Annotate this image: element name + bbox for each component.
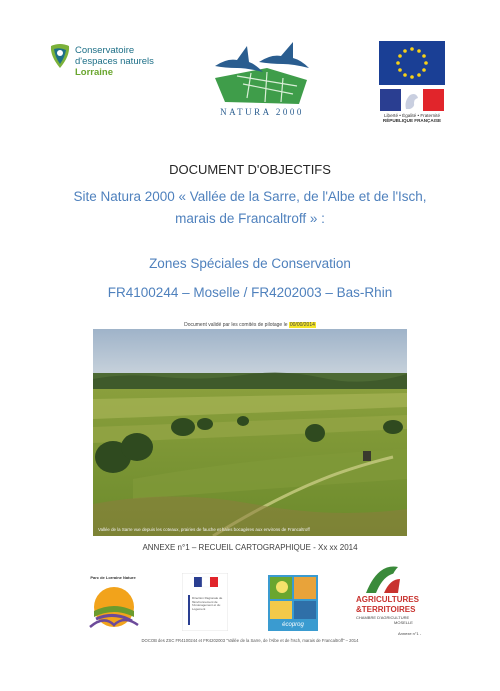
republique-motto bbox=[380, 113, 444, 123]
cen-logo-line2: d'espaces naturels bbox=[75, 56, 154, 67]
prefet-logo-text: Direction Régionale de l'Environnement de l'Aménagement et du Logement bbox=[192, 596, 223, 611]
site-codes: FR4100244 – Moselle / FR4202003 – Bas-Rhin bbox=[107, 285, 393, 300]
eu-flag-icon bbox=[379, 41, 445, 85]
annexe-label: ANNEXE n°1 – RECUEIL CARTOGRAPHIQUE - Xx xx 2014 bbox=[142, 543, 358, 552]
marianne-flag-icon bbox=[380, 89, 444, 111]
validation-date-highlight: 00/00/2014 bbox=[289, 322, 315, 328]
cen-leaf-icon bbox=[48, 42, 72, 70]
eu-flag-logo bbox=[379, 41, 445, 85]
site-title-line1: Site Natura 2000 « Vallée de la Sarre, de l'Albe et de l'Isch, bbox=[73, 189, 427, 204]
landscape-photo bbox=[93, 329, 407, 536]
pnr-logo-caption: Parc de Lorraine Nature bbox=[90, 575, 136, 580]
photo-caption: Vallée de la Sarre vue depuis les coteaux, prairies de fauche et haies bocagères aux environs de Francaltroff bbox=[98, 527, 310, 532]
validation-text: Document validé par les comités de pilotage le bbox=[184, 322, 289, 328]
pnr-lorraine-logo bbox=[84, 575, 142, 633]
annexe-footnote: Annexe n°1 - bbox=[398, 631, 422, 636]
cen-logo-line3: Lorraine bbox=[75, 67, 114, 78]
cen-lorraine-logo bbox=[48, 42, 178, 84]
cen-logo-line1: Conservatoire bbox=[75, 45, 135, 56]
zsc-heading: Zones Spéciales de Conservation bbox=[149, 256, 351, 271]
republique-motto-line1: Liberté • Égalité • Fraternité bbox=[383, 113, 441, 118]
agri-logo-line1: AGRICULTURES bbox=[356, 595, 419, 604]
natura-2000-birds-icon bbox=[207, 38, 317, 108]
prefet-logo bbox=[182, 573, 228, 631]
agri-logo-line2: &TERRITOIRES bbox=[356, 605, 416, 614]
pnr-sun-icon bbox=[84, 575, 142, 633]
republique-francaise-logo bbox=[380, 89, 444, 127]
natura-2000-logo bbox=[207, 38, 317, 120]
page-footer: DOCOB des ZSC FR4100244 et FR4202003 "Vallée de la Sarre, de l'Albe et de l'Isch, marais de Francaltroff" – 2014 bbox=[141, 638, 359, 643]
landscape-photo-image bbox=[93, 329, 407, 536]
republique-motto-line2: RÉPUBLIQUE FRANÇAISE bbox=[382, 118, 442, 123]
ecoprog-logo bbox=[268, 575, 318, 631]
chambre-agriculture-logo bbox=[354, 563, 426, 633]
natura-2000-wordmark: NATURA 2000 bbox=[220, 107, 304, 117]
document-title: DOCUMENT D'OBJECTIFS bbox=[169, 162, 331, 177]
validation-note bbox=[0, 322, 500, 328]
ecoprog-logo-name: écoprog bbox=[282, 622, 304, 628]
site-title-line2: marais de Francaltroff » : bbox=[175, 211, 325, 226]
agriculture-arch-icon bbox=[354, 563, 426, 595]
agri-logo-line3: CHAMBRE D'AGRICULTURE bbox=[356, 615, 410, 620]
agri-logo-line4: MOSELLE bbox=[394, 620, 413, 625]
